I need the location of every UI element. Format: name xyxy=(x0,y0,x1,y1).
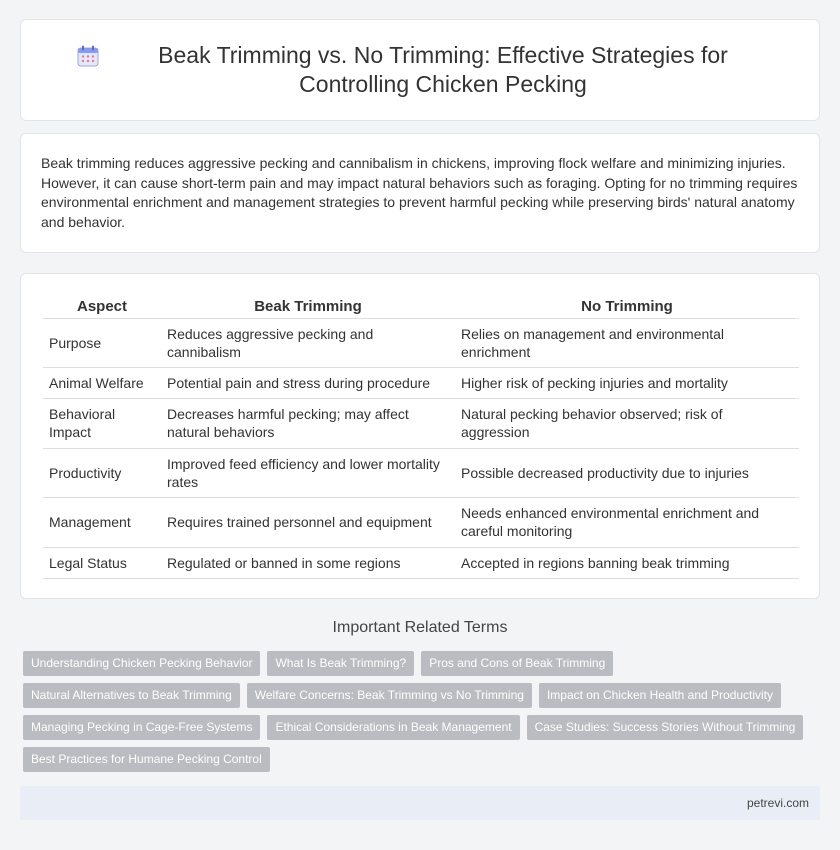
related-terms-tags xyxy=(23,651,813,779)
comparison-table-card xyxy=(20,273,820,599)
table-cell: Needs enhanced environmental enrichment and careful monitoring xyxy=(455,498,799,548)
table-cell: Decreases harmful pecking; may affect natural behaviors xyxy=(161,399,455,449)
related-term-tag[interactable]: Best Practices for Humane Pecking Control xyxy=(23,747,270,772)
calendar-icon xyxy=(77,45,99,67)
title-wrap xyxy=(21,41,819,99)
related-terms-title: Important Related Terms xyxy=(332,619,508,636)
table-row xyxy=(43,368,799,399)
table-cell: Animal Welfare xyxy=(43,368,161,399)
footer-site-link[interactable]: petrevi.com xyxy=(746,796,809,810)
header-no-trimming: No Trimming xyxy=(455,296,799,318)
table-row xyxy=(43,318,799,368)
table-row xyxy=(43,448,799,498)
intro-card xyxy=(20,133,820,253)
related-term-tag[interactable]: What Is Beak Trimming? xyxy=(267,651,414,676)
header-beak-trimming: Beak Trimming xyxy=(161,296,455,318)
table-cell: Relies on management and environmental enrichment xyxy=(455,318,799,368)
table-cell: Requires trained personnel and equipment xyxy=(161,498,455,548)
table-cell: Regulated or banned in some regions xyxy=(161,547,455,578)
related-term-tag[interactable]: Natural Alternatives to Beak Trimming xyxy=(23,683,240,708)
related-term-tag[interactable]: Ethical Considerations in Beak Management xyxy=(267,715,519,740)
page-title: Beak Trimming vs. No Trimming: Effective Strategies for Controlling Chicken Pecking xyxy=(158,42,728,97)
table-cell: Possible decreased productivity due to injuries xyxy=(455,448,799,498)
table-cell: Behavioral Impact xyxy=(43,399,161,449)
table-cell: Natural pecking behavior observed; risk of aggression xyxy=(455,399,799,449)
intro-text: Beak trimming reduces aggressive pecking and cannibalism in chickens, improving flock welfare and minimizing injuries. However, it can cause short-term pain and may impact natural behaviors such as foraging. Opting for no trimming requires environmental enrichment and management strategies to prevent harmful pecking while preserving birds' natural anatomy and behavior. xyxy=(41,155,798,230)
table-row xyxy=(43,399,799,449)
related-term-tag[interactable]: Pros and Cons of Beak Trimming xyxy=(421,651,613,676)
related-term-tag[interactable]: Managing Pecking in Cage-Free Systems xyxy=(23,715,260,740)
table-header-row xyxy=(43,296,799,318)
table-cell: Legal Status xyxy=(43,547,161,578)
table-row xyxy=(43,547,799,578)
table-cell: Reduces aggressive pecking and cannibalism xyxy=(161,318,455,368)
table-cell: Productivity xyxy=(43,448,161,498)
table-cell: Improved feed efficiency and lower mortality rates xyxy=(161,448,455,498)
related-term-tag[interactable]: Welfare Concerns: Beak Trimming vs No Trimming xyxy=(247,683,532,708)
related-term-tag[interactable]: Understanding Chicken Pecking Behavior xyxy=(23,651,260,676)
table-cell: Higher risk of pecking injuries and mortality xyxy=(455,368,799,399)
comparison-table xyxy=(43,296,799,579)
table-cell: Management xyxy=(43,498,161,548)
table-cell: Purpose xyxy=(43,318,161,368)
table-row xyxy=(43,498,799,548)
header-aspect: Aspect xyxy=(43,296,161,318)
table-cell: Potential pain and stress during procedure xyxy=(161,368,455,399)
related-term-tag[interactable]: Case Studies: Success Stories Without Trimming xyxy=(527,715,804,740)
title-card xyxy=(20,19,820,121)
table-cell: Accepted in regions banning beak trimming xyxy=(455,547,799,578)
related-term-tag[interactable]: Impact on Chicken Health and Productivity xyxy=(539,683,781,708)
footer xyxy=(20,786,820,820)
